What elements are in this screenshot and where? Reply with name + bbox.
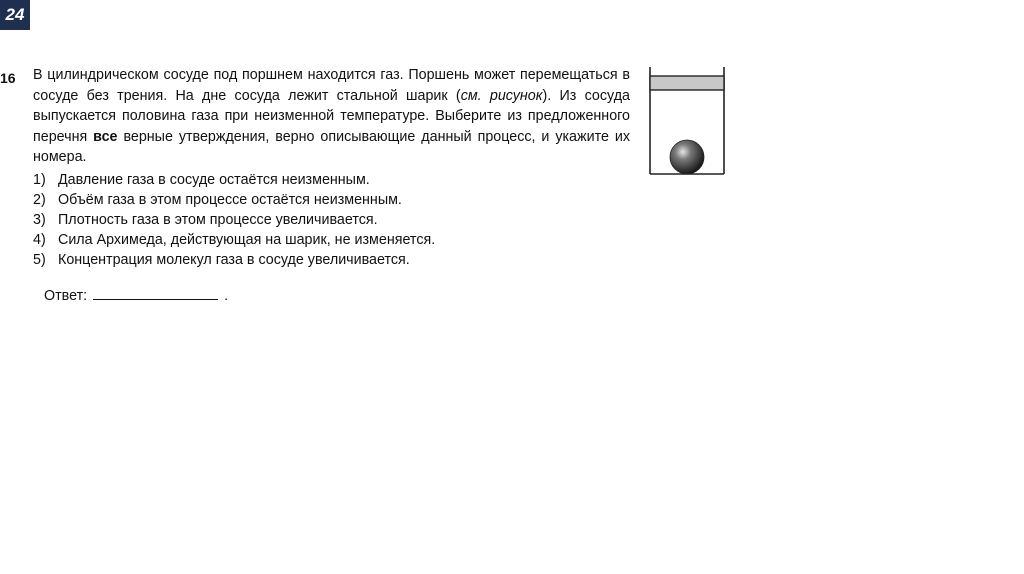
option-item xyxy=(33,190,593,210)
answer-blank[interactable] xyxy=(93,287,218,300)
problem-text-bold: все xyxy=(93,128,118,145)
option-text: Концентрация молекул газа в сосуде увеличивается. xyxy=(58,252,410,268)
option-number: 4) xyxy=(33,232,46,248)
slide-number-badge: 24 xyxy=(0,0,30,30)
answer-tail: . xyxy=(224,288,229,304)
problem-text xyxy=(33,65,630,168)
option-number: 3) xyxy=(33,212,46,228)
cylinder-figure xyxy=(647,66,727,178)
option-text: Плотность газа в этом процессе увеличивается. xyxy=(58,212,378,228)
problem-text-part-3: верные утверждения, верно описывающие данный процесс, и укажите их номера. xyxy=(33,128,630,165)
option-item xyxy=(33,210,593,230)
problem-text-part-2: ). Из сосуда выпускается половина газа при неизменной температуре. Выберите из предложенного перечня xyxy=(33,87,630,145)
answer-label: Ответ: xyxy=(44,288,88,304)
option-number: 5) xyxy=(33,252,46,268)
option-text: Сила Архимеда, действующая на шарик, не изменяется. xyxy=(58,232,436,248)
problem-text-italic: см. рисунок xyxy=(460,87,543,104)
option-item xyxy=(33,170,593,190)
option-number: 1) xyxy=(33,172,46,188)
option-item xyxy=(33,230,593,250)
option-text: Объём газа в этом процессе остаётся неизменным. xyxy=(58,192,402,208)
option-item xyxy=(33,250,593,270)
steel-ball xyxy=(670,140,704,174)
task-number: 16 xyxy=(0,70,16,86)
option-text: Давление газа в сосуде остаётся неизменным. xyxy=(58,172,370,188)
problem-text-part-1: В цилиндрическом сосуде под поршнем находится газ. Поршень может перемещаться в сосуде без трения. На дне сосуда лежит стальной шарик ( xyxy=(33,67,630,104)
problem-statement xyxy=(33,65,630,168)
piston xyxy=(650,76,724,90)
answer-options-list xyxy=(33,170,593,270)
answer-line xyxy=(44,287,228,304)
option-number: 2) xyxy=(33,192,46,208)
